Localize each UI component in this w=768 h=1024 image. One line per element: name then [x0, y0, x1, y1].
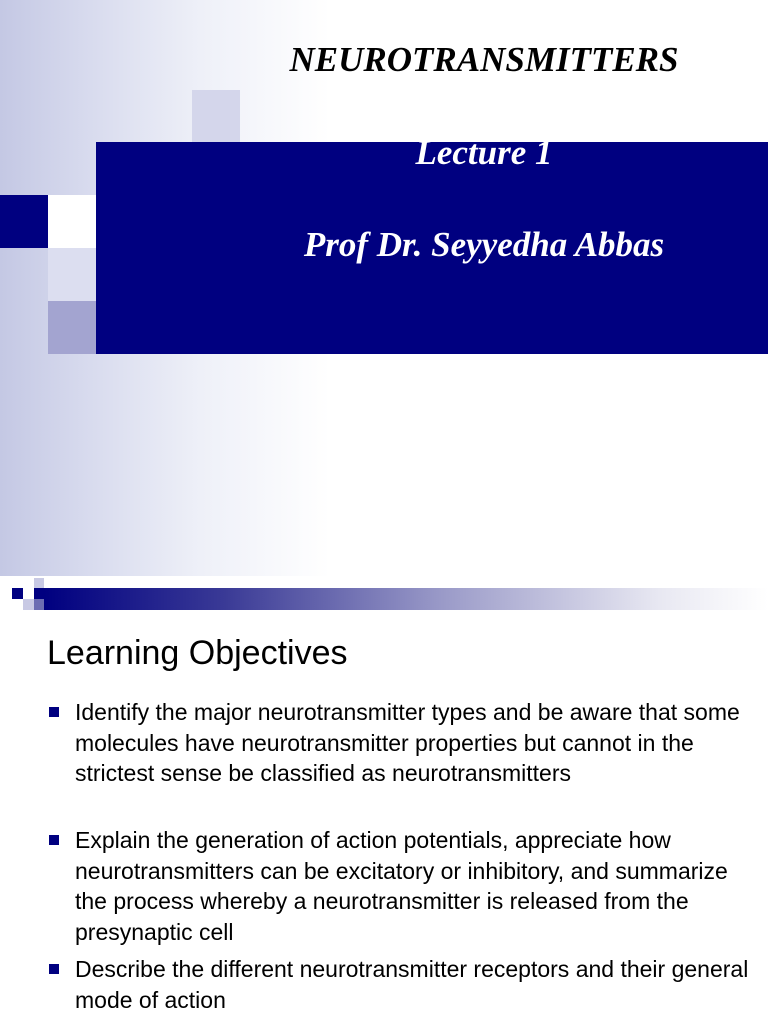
decor-square: [48, 301, 96, 354]
bullet-square-icon: [49, 964, 59, 974]
bullet-square-icon: [49, 707, 59, 717]
decor-square: [34, 588, 44, 599]
slide-title: NEUROTRANSMITTERS: [289, 40, 679, 79]
decor-square: [12, 588, 23, 599]
objective-text: Explain the generation of action potentials, appreciate how neurotransmitters can be excitatory or inhibitory, and summarize the process whereby a neurotransmitter is released from the presynaptic cell: [75, 827, 728, 945]
decor-square: [23, 599, 34, 610]
header-gradient-bar: [44, 588, 768, 610]
lecture-label: Lecture 1: [415, 133, 553, 172]
bullet-square-icon: [49, 835, 59, 845]
decor-square: [34, 578, 44, 588]
presenter-name: Prof Dr. Seyyedha Abbas: [303, 225, 665, 264]
title-band-left-block: [0, 195, 48, 248]
objective-text: Identify the major neurotransmitter types and be aware that some molecules have neurotransmitter properties but cannot in the strictest sense be classified as neurotransmitters: [75, 699, 740, 786]
objectives-slide: [0, 576, 768, 1024]
decor-square: [48, 195, 96, 248]
decor-square: [48, 248, 96, 301]
decor-square: [23, 588, 34, 599]
section-heading: Learning Objectives: [47, 634, 348, 672]
objective-text: Describe the different neurotransmitter receptors and their general mode of action: [75, 956, 749, 1013]
decor-square: [34, 599, 44, 610]
